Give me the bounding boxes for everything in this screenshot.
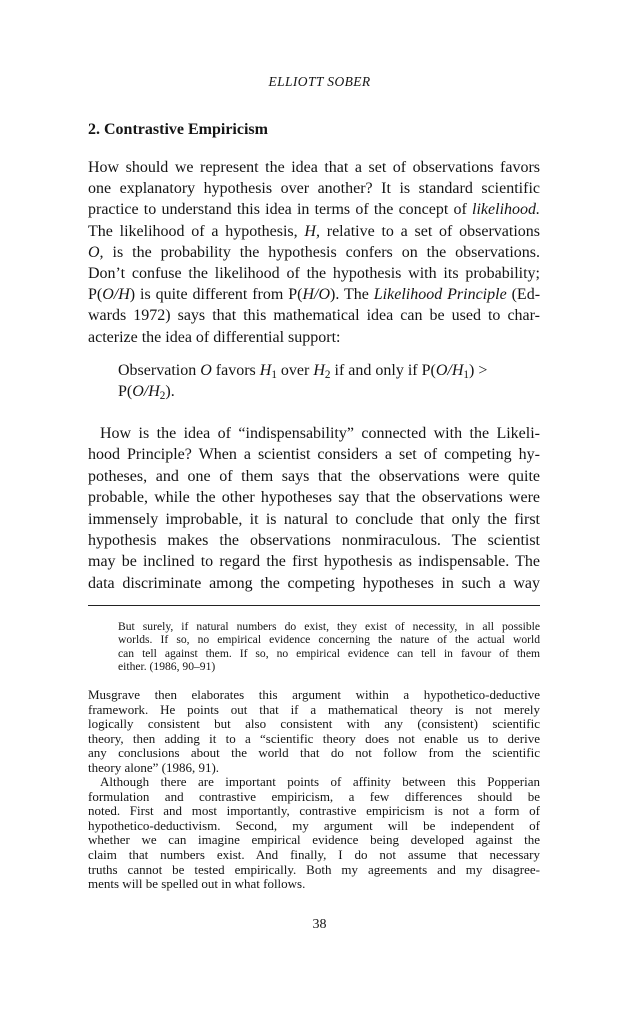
text-line: practice to understand this idea in terms of the concept of likelihood. bbox=[88, 201, 541, 219]
text-line: $P(O/H_2)$. bbox=[118, 383, 175, 403]
text-line: But surely, if natural numbers do exist, they exist of necessity, in all possible bbox=[118, 620, 540, 633]
text-line: immensely improbable, it is natural to conclude that only the first bbox=[88, 510, 540, 528]
italic-term: Likelihood Principle bbox=[373, 286, 507, 304]
text-line: potheses, and one of them says that the observations were quite bbox=[88, 467, 540, 485]
text-line: noted. First and most importantly, contrastive empiricism is not a form of bbox=[88, 803, 540, 819]
text-line: whether we can imagine empirical evidence being developed against the bbox=[88, 832, 540, 848]
footnote-quotation bbox=[118, 620, 540, 674]
paragraph-2 bbox=[88, 423, 540, 594]
text-line: O, is the probability the hypothesis confers on the observations. bbox=[88, 243, 541, 261]
paragraph-1 bbox=[88, 157, 540, 348]
text-line: hypothesis makes the observations nonmiraculous. The scientist bbox=[88, 532, 540, 550]
text-line: How should we represent the idea that a set of observations favors bbox=[88, 159, 540, 176]
text-line: hood Principle? When a scientist considers a set of competing hy- bbox=[88, 446, 540, 464]
text-line: ments will be spelled out in what follows. bbox=[88, 876, 306, 892]
text-line: wards 1972) says that this mathematical idea can be used to char- bbox=[88, 307, 540, 325]
text-line: Although there are important points of affinity between this Popperian bbox=[100, 774, 540, 790]
text-line: can tell against them. If so, no empirical evidence can tell in favour of them bbox=[118, 646, 540, 660]
page-number: 38 bbox=[312, 917, 327, 932]
text-line: may be inclined to regard the first hypothesis as indispensable. The bbox=[88, 553, 540, 571]
text-line: logically consistent but also consistent with any (consistent) scientific bbox=[88, 716, 540, 732]
text-line: theory alone” (1986, 91). bbox=[88, 759, 220, 775]
text-line: The likelihood of a hypothesis, H, relative to a set of observations bbox=[88, 222, 541, 240]
text-line: P(O/H) is quite different from P(H/O). The Likelihood Principle (Ed- bbox=[88, 286, 541, 304]
text-line: probable, while the other hypotheses say that the observations were bbox=[88, 489, 540, 507]
text-line: truths cannot be tested empirically. Both my agreements and my disagree- bbox=[88, 861, 540, 877]
text-line: acterize the idea of differential support: bbox=[88, 328, 341, 346]
text-line: Don’t confuse the likelihood of the hypothesis with its probability; bbox=[88, 265, 540, 283]
text-line: one explanatory hypothesis over another? It is standard scientific bbox=[88, 180, 540, 198]
text-line: hypothetico-deductivism. Second, my argument will be independent of bbox=[88, 817, 540, 833]
text-line: formulation and contrastive empiricism, a few differences should be bbox=[88, 788, 540, 804]
text-line: framework. He points out that if a mathematical theory is not merely bbox=[88, 701, 540, 717]
italic-term: likelihood. bbox=[472, 201, 541, 219]
text-line: theory, then adding it to a “scientific theory does not enable us to derive bbox=[88, 730, 540, 746]
text-line: worlds. If so, no empirical evidence concerning the nature of the actual world bbox=[118, 633, 540, 647]
text-line: How is the idea of “indispensability” connected with the Likeli- bbox=[100, 425, 540, 442]
text-line: Musgrave then elaborates this argument within a hypothetico-deductive bbox=[88, 687, 540, 702]
text-line: Observation O favors $H_1$ over $H_2$ if and only if $P(O/H_1)$ > bbox=[118, 362, 488, 381]
footnote-divider bbox=[88, 605, 540, 606]
text-line: either. (1986, 90–91) bbox=[118, 660, 216, 674]
text-line: data discriminate among the competing hypotheses in such a way bbox=[88, 574, 540, 592]
likelihood-principle-statement bbox=[118, 360, 540, 402]
section-heading: 2. Contrastive Empiricism bbox=[88, 121, 268, 138]
footnote-body bbox=[88, 688, 540, 892]
running-head: ELLIOTT SOBER bbox=[268, 74, 371, 89]
text-line: any conclusions about the world that do not follow from the scientific bbox=[88, 745, 540, 761]
text-line: claim that numbers exist. And finally, I do not assume that necessary bbox=[88, 847, 540, 863]
